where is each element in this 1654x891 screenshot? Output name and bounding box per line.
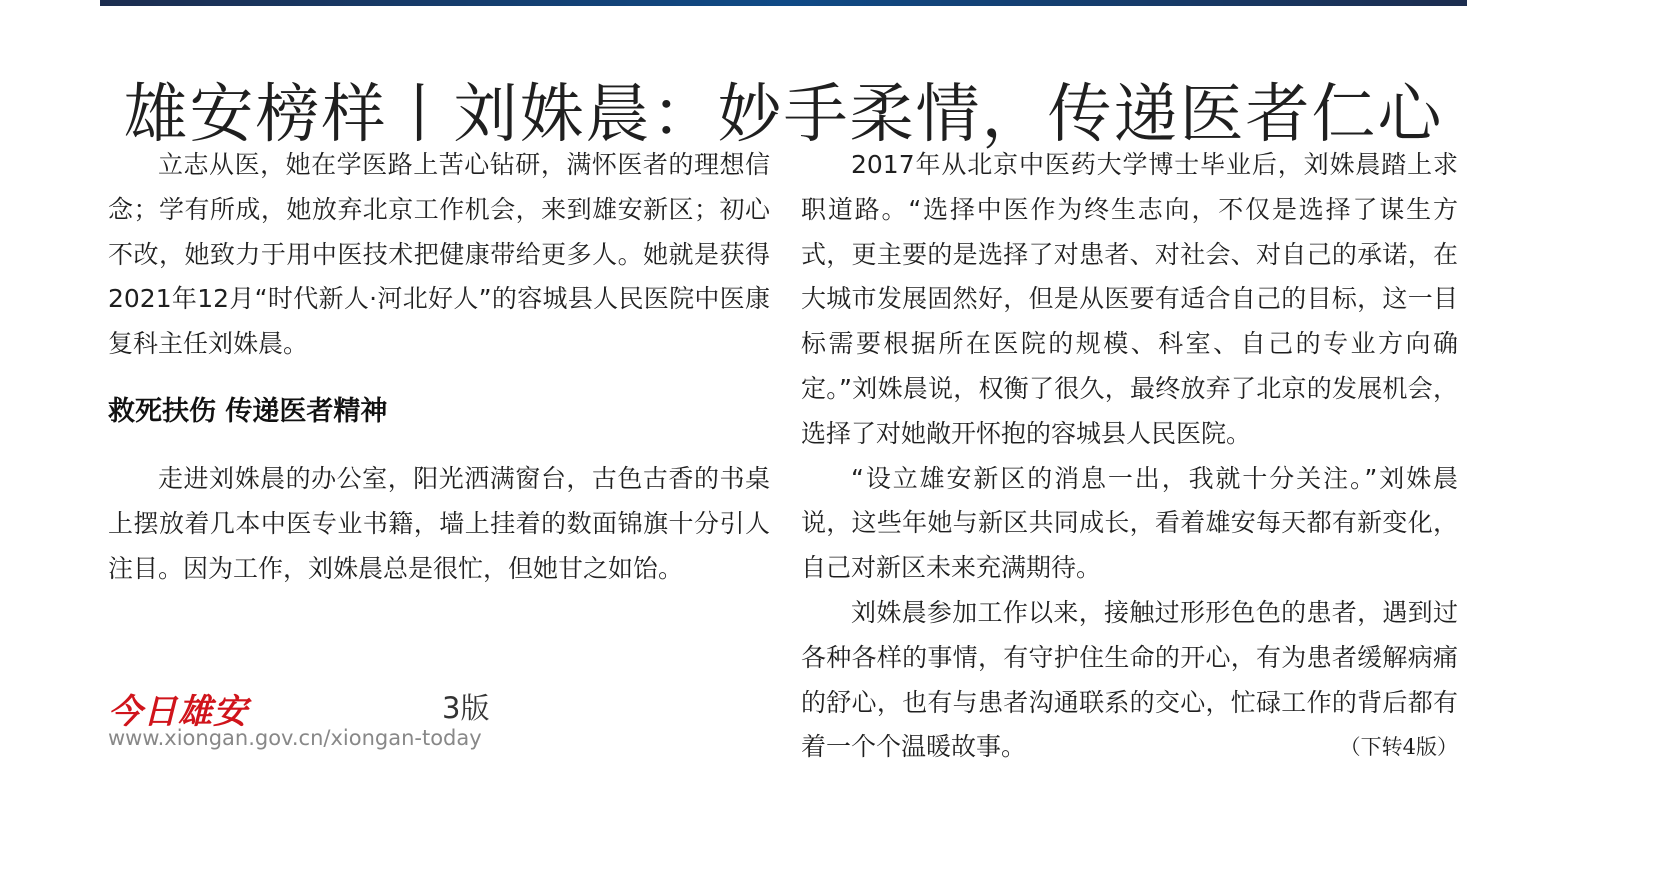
article-paragraph: “设立雄安新区的消息一出，我就十分关注。”刘姝晨说，这些年她与新区共同成长，看着雄安每天都有新变化，自己对新区未来充满期待。 bbox=[801, 463, 1458, 583]
top-decorative-bar bbox=[100, 0, 1467, 6]
article-paragraph: 走进刘姝晨的办公室，阳光洒满窗台，古色古香的书桌上摆放着几本中医专业书籍，墙上挂着的数面锦旗十分引人注目。因为工作，刘姝晨总是很忙，但她甘之如饴。 bbox=[108, 463, 770, 583]
article-paragraph-text: 刘姝晨参加工作以来，接触过形形色色的患者，遇到过各种各样的事情，有守护住生命的开心，有为患者缓解病痛的舒心，也有与患者沟通联系的交心，忙碌工作的背后都有着一个个温暖故事。 bbox=[801, 597, 1458, 762]
edition-label: 3版 bbox=[442, 691, 490, 725]
source-url[interactable]: www.xiongan.gov.cn/xiongan-today bbox=[108, 726, 482, 750]
continue-note: （下转4版） bbox=[1339, 735, 1458, 760]
right-column bbox=[801, 143, 1458, 770]
article-paragraph: 2017年从北京中医药大学博士毕业后，刘姝晨踏上求职道路。“选择中医作为终生志向，不仅是选择了谋生方式，更主要的是选择了对患者、对社会、对自己的承诺，在大城市发展固然好，但是从医要有适合自己的目标，这一目标需要根据所在医院的规模、科室、自己的专业方向确定。”刘姝晨说，权衡了很久，最终放弃了北京的发展机会，选择了对她敞开怀抱的容城县人民医院。 bbox=[801, 150, 1458, 448]
left-column bbox=[108, 143, 770, 591]
section-heading: 救死扶伤 传递医者精神 bbox=[108, 395, 388, 427]
newspaper-logo: 今日雄安 bbox=[108, 692, 248, 732]
article-paragraph: 立志从医，她在学医路上苦心钻研，满怀医者的理想信念；学有所成，她放弃北京工作机会，来到雄安新区；初心不改，她致力于用中医技术把健康带给更多人。她就是获得2021年12月“时代新人·河北好人”的容城县人民医院中医康复科主任刘姝晨。 bbox=[108, 150, 770, 359]
page-title: 雄安榜样丨刘姝晨：妙手柔情，传递医者仁心 bbox=[123, 77, 1444, 152]
article-paragraph-last bbox=[801, 591, 1458, 770]
